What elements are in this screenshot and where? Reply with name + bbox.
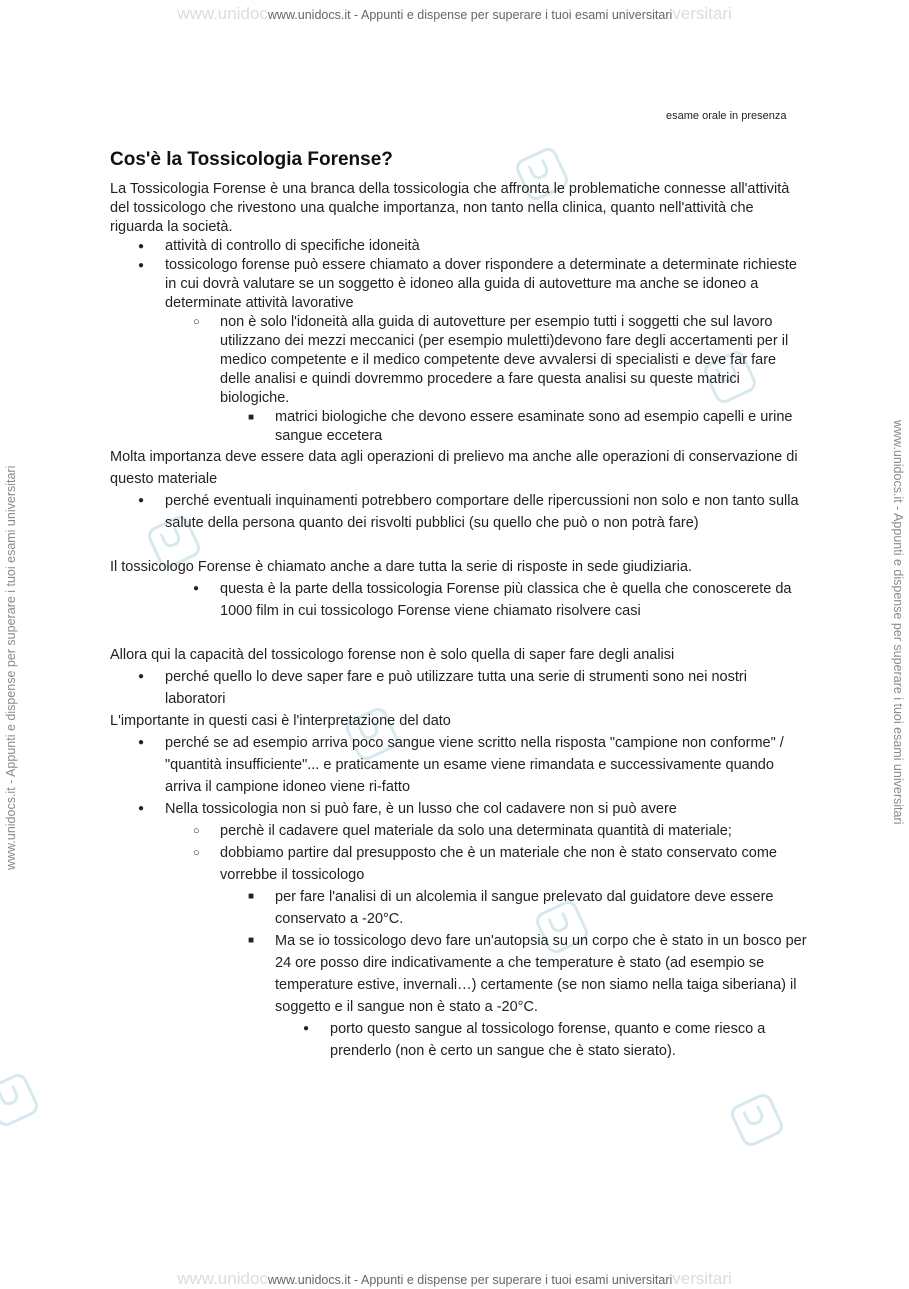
list-item: ■ per fare l'analisi di un alcolemia il sangue prelevato dal guidatore deve essere conservato a -20°C. (110, 886, 810, 930)
bullet-list (110, 578, 810, 622)
watermark-logo-icon (728, 1091, 786, 1149)
list-item: ○ perchè il cadavere quel materiale da solo una determinata quantità di materiale; (110, 820, 810, 842)
watermark-side-left: www.unidocs.it - Appunti e dispense per superare i tuoi esami universitari (4, 465, 18, 870)
document-body (110, 148, 810, 1062)
watermark-banner-text: www.unidocs.it - Appunti e dispense per superare i tuoi esami universitari (267, 1273, 673, 1287)
list-item: ■ matrici biologiche che devono essere esaminate sono ad esempio capelli e urine sangue eccetera (110, 408, 810, 446)
bullet-list (110, 732, 810, 1062)
paragraph-intro: La Tossicologia Forense è una branca della tossicologia che affronta le problematiche connesse all'attività del tossicologo che rivestono una qualche importanza, non tanto nella clinica, quanto nell'attività che riguarda la società. (110, 181, 790, 235)
list-item: ■ Ma se io tossicologo devo fare un'autopsia su un corpo che è stato in un bosco per 24 ore posso dire indicativamente a che temperature è stato (ad esempio se temperature estive, invernali…) certamente (se non siamo nella taiga siberiana) il soggetto e il sangue non è stato a -20°C. (110, 930, 810, 1018)
list-item: ○ non è solo l'idoneità alla guida di autovetture per esempio tutti i soggetti che sul lavoro utilizzano dei mezzi meccanici (per esempio muletti)devono fare degli accertamenti per il medico competente e il medico competente deve avvalersi di specialisti e deve far fare delle analisi e quindi dovremmo procedere a fare questa analisi su queste matrici biologiche. (110, 313, 810, 408)
watermark-banner-bottom: www.unidocwww.unidocs.it - Appunti e dispense per superare i tuoi esami universitariversitari (177, 1269, 732, 1288)
watermark-banner-text: www.unidocs.it - Appunti e dispense per superare i tuoi esami universitari (267, 8, 673, 22)
watermark-side-right: www.unidocs.it - Appunti e dispense per superare i tuoi esami universitari (891, 420, 905, 825)
paragraph: L'importante in questi casi è l'interpretazione del dato (110, 713, 451, 729)
list-item: ● questa è la parte della tossicologia Forense più classica che è quella che conoscerete da 1000 film in cui tossicologo Forense viene chiamato risolvere casi (110, 578, 810, 622)
list-item: ● perché se ad esempio arriva poco sangue viene scritto nella risposta "campione non conforme" / "quantità insufficiente"... e praticamente un esame viene rimandata e successivamente quando arriva il campione idoneo viene ri-fatto (110, 732, 810, 798)
paragraph: Molta importanza deve essere data agli operazioni di prelievo ma anche alle operazioni di conservazione di questo materiale (110, 449, 798, 487)
header-note: esame orale in presenza (666, 110, 787, 122)
list-item: ● porto questo sangue al tossicologo forense, quanto e come riesco a prenderlo (non è certo un sangue che è stato sierato). (110, 1018, 810, 1062)
list-item: ● attività di controllo di specifiche idoneità (110, 237, 810, 256)
list-item: ● perché quello lo deve saper fare e può utilizzare tutta una serie di strumenti sono nei nostri laboratori (110, 666, 810, 710)
watermark-banner-top: www.unidocwww.unidocs.it - Appunti e dispense per superare i tuoi esami universitariversitari (177, 4, 732, 23)
paragraph: Il tossicologo Forense è chiamato anche a dare tutta la serie di risposte in sede giudiziaria. (110, 559, 692, 575)
bullet-list (110, 666, 810, 710)
paragraph: Allora qui la capacità del tossicologo forense non è solo quella di saper fare degli analisi (110, 647, 675, 663)
list-item: ● perché eventuali inquinamenti potrebbero comportare delle ripercussioni non solo e non tanto sulla salute della persona quanto dei risvolti pubblici (su quello che può o non potrà fare) (110, 490, 810, 534)
list-item: ○ dobbiamo partire dal presupposto che è un materiale che non è stato conservato come vorrebbe il tossicologo (110, 842, 810, 886)
watermark-logo-icon (0, 1071, 41, 1129)
bullet-list (110, 237, 810, 446)
page-title: Cos'è la Tossicologia Forense? (110, 149, 393, 170)
list-item: ● Nella tossicologia non si può fare, è un lusso che col cadavere non si può avere (110, 798, 810, 820)
list-item: ● tossicologo forense può essere chiamato a dover rispondere a determinate a determinate richieste in cui dovrà valutare se un soggetto è idoneo alla guida di autovetture ma anche se idoneo a determinate attività lavorative (110, 256, 810, 313)
bullet-list (110, 490, 810, 534)
